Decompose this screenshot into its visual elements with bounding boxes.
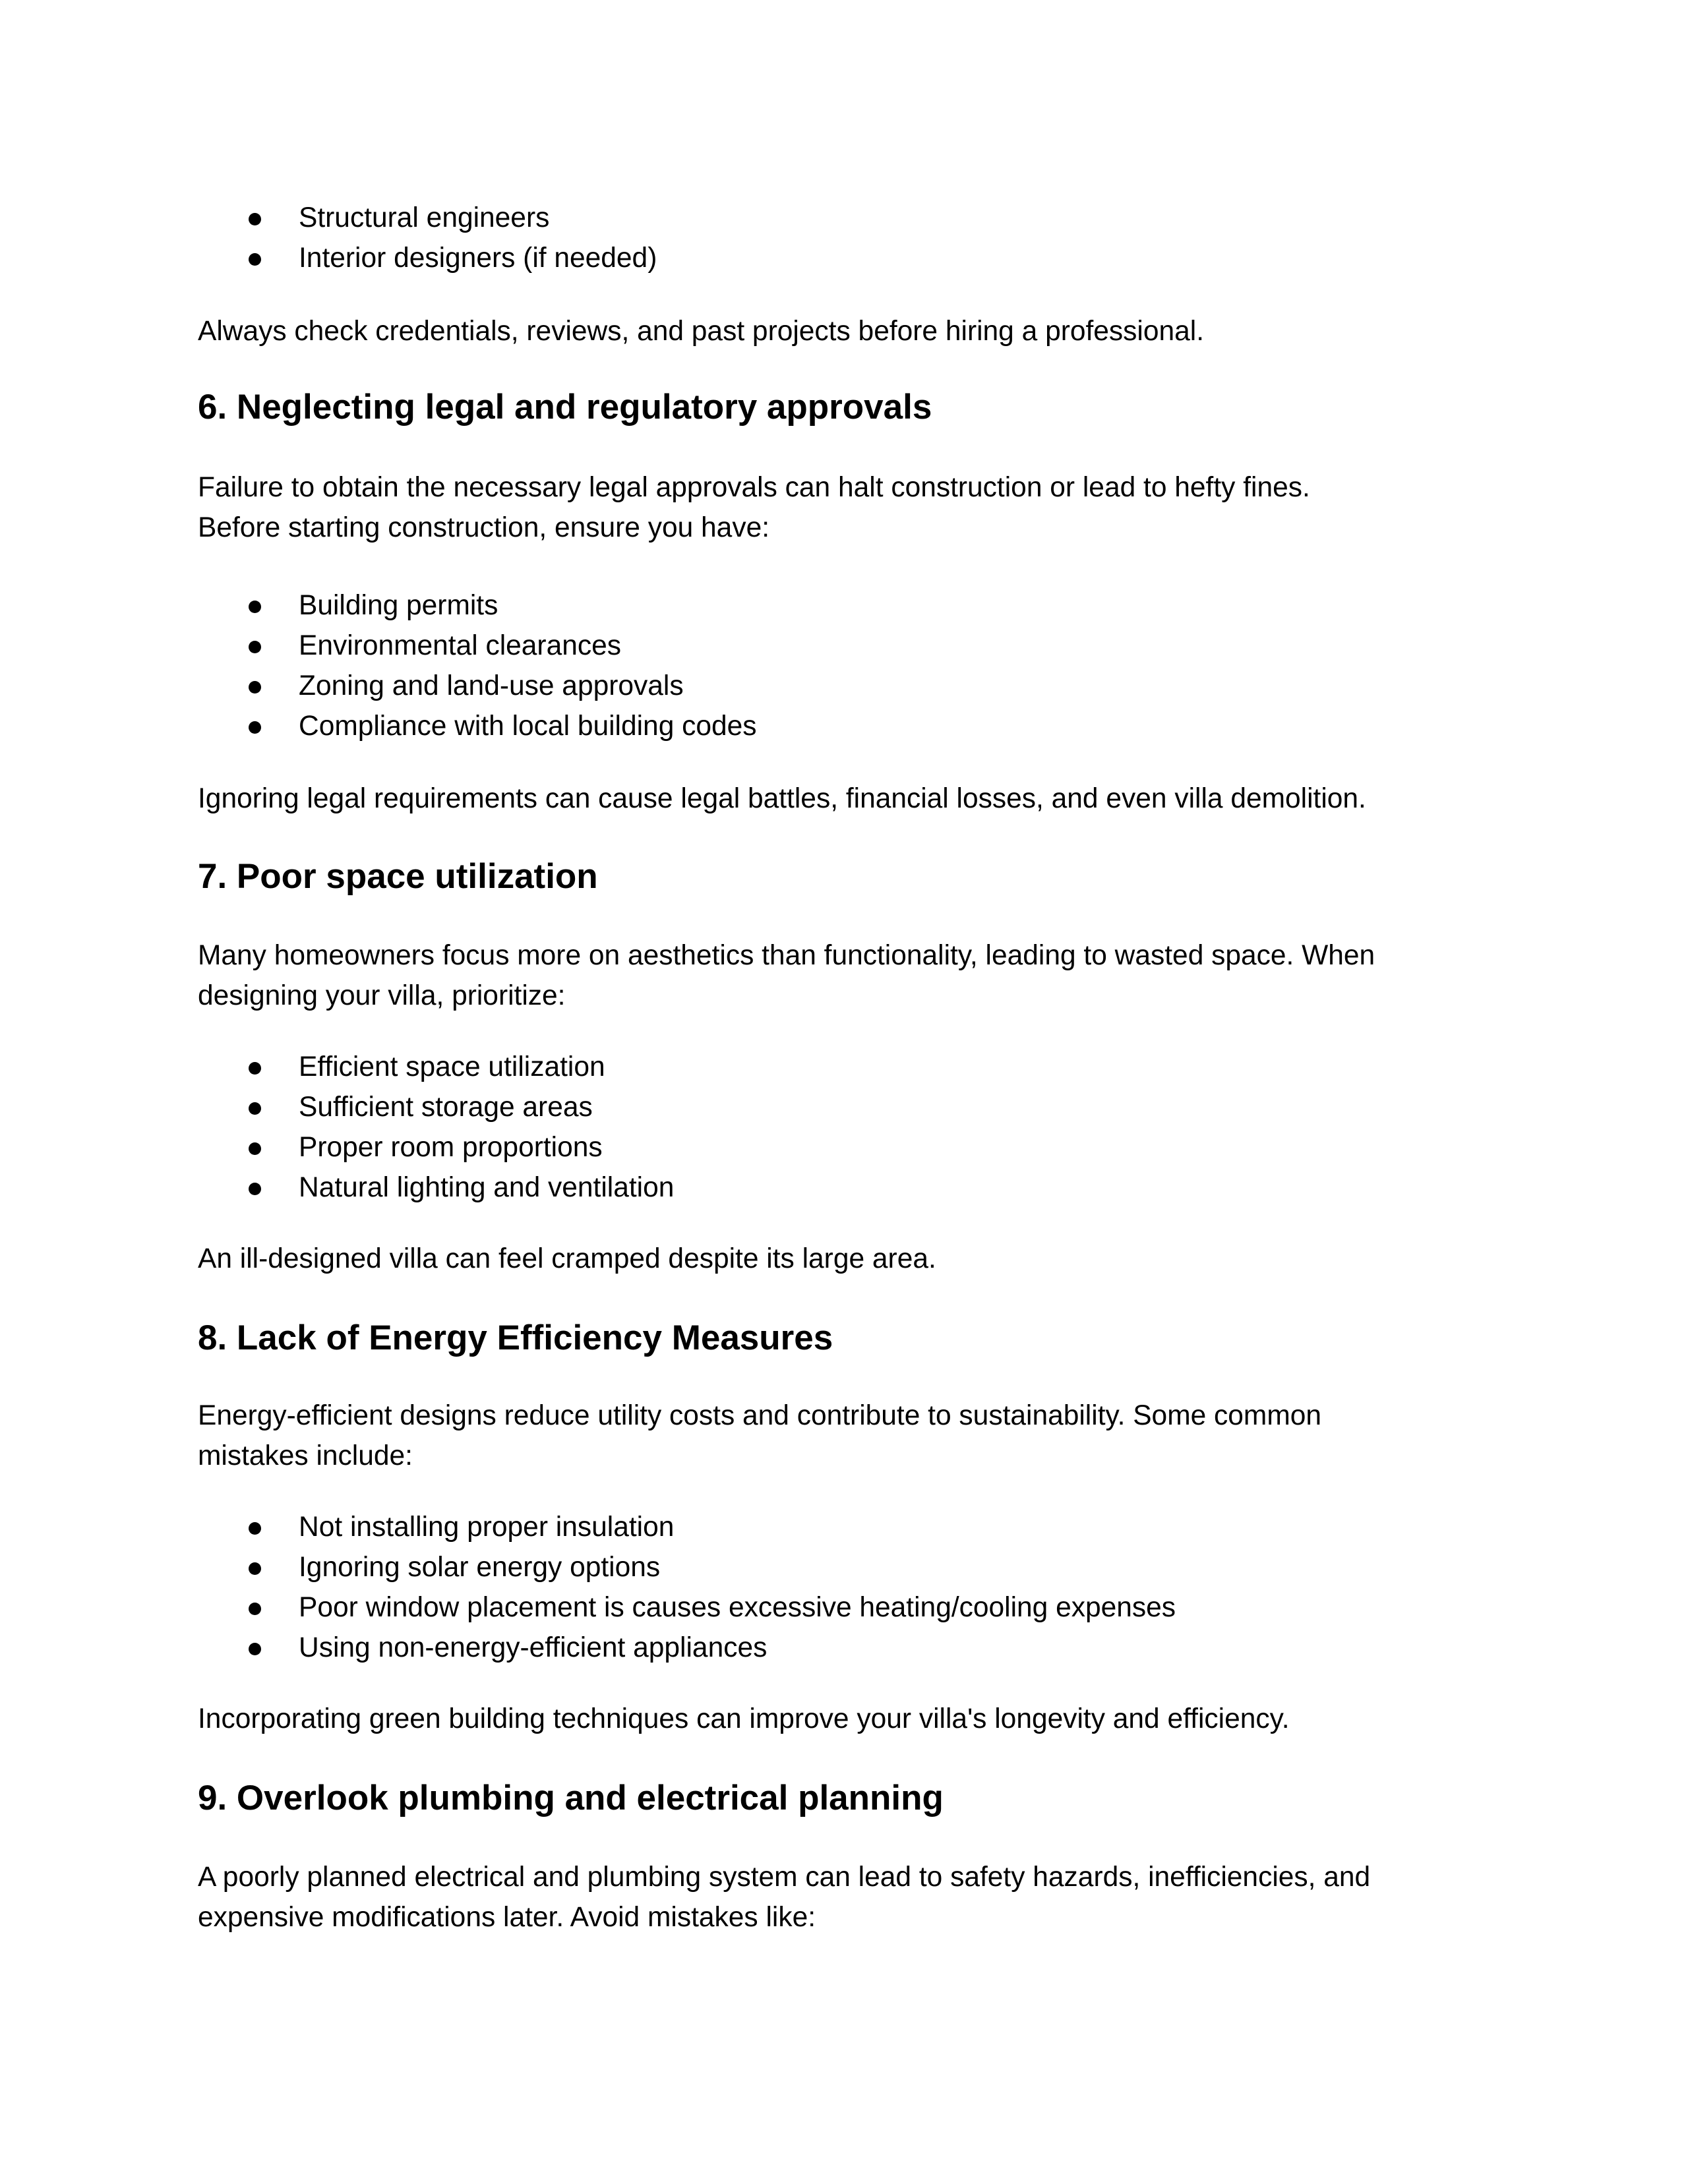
space-priorities-list — [198, 1047, 1503, 1208]
list-item-text: Building permits — [299, 590, 498, 621]
list-item-text: Interior designers (if needed) — [299, 243, 657, 274]
section-intro — [198, 935, 1503, 1016]
list-item-text: Using non-energy-efficient appliances — [299, 1632, 768, 1663]
list-item — [198, 626, 1503, 666]
bullet-icon — [249, 1142, 261, 1155]
bullet-icon — [249, 1603, 261, 1615]
bullet-icon — [249, 601, 261, 613]
section-heading: 6. Neglecting legal and regulatory approvals — [198, 388, 932, 427]
section-conclusion: Incorporating green building techniques can improve your villa's longevity and efficiency. — [198, 1703, 1290, 1734]
list-item — [198, 238, 1503, 278]
list-item — [198, 1547, 1503, 1587]
list-item-text: Structural engineers — [299, 202, 550, 233]
list-item — [198, 1167, 1503, 1208]
list-item — [198, 198, 1503, 238]
energy-mistakes-list — [198, 1507, 1503, 1668]
bullet-icon — [249, 1562, 261, 1575]
list-item — [198, 585, 1503, 626]
section-conclusion: Ignoring legal requirements can cause legal battles, financial losses, and even villa demolition. — [198, 783, 1366, 814]
list-item-text: Efficient space utilization — [299, 1051, 605, 1082]
section-heading: 7. Poor space utilization — [198, 857, 598, 896]
paragraph-line: expensive modifications later. Avoid mistakes like: — [198, 1902, 816, 1933]
list-item-text: Compliance with local building codes — [299, 711, 757, 742]
approvals-list — [198, 585, 1503, 746]
professionals-list — [198, 198, 1503, 278]
paragraph-line: mistakes include: — [198, 1440, 413, 1471]
section-conclusion: An ill-designed villa can feel cramped despite its large area. — [198, 1243, 936, 1274]
paragraph-line: Energy-efficient designs reduce utility costs and contribute to sustainability. Some common — [198, 1400, 1322, 1431]
bullet-icon — [249, 721, 261, 734]
list-item-text: Ignoring solar energy options — [299, 1552, 661, 1583]
bullet-icon — [249, 1522, 261, 1535]
list-item — [198, 1047, 1503, 1087]
bullet-icon — [249, 1102, 261, 1115]
paragraph-line: Failure to obtain the necessary legal approvals can halt construction or lead to hefty fines. — [198, 472, 1310, 503]
section-heading: 9. Overlook plumbing and electrical planning — [198, 1779, 944, 1817]
bullet-icon — [249, 1062, 261, 1075]
list-item-text: Poor window placement is causes excessive heating/cooling expenses — [299, 1592, 1176, 1623]
bullet-icon — [249, 641, 261, 653]
list-item-text: Environmental clearances — [299, 630, 621, 661]
list-item — [198, 706, 1503, 746]
section-intro — [198, 1396, 1503, 1476]
paragraph-line: Before starting construction, ensure you have: — [198, 512, 770, 543]
list-item — [198, 666, 1503, 706]
list-item-text: Sufficient storage areas — [299, 1092, 593, 1123]
section-intro — [198, 1857, 1503, 1937]
list-item-text: Zoning and land-use approvals — [299, 670, 684, 701]
list-item — [198, 1087, 1503, 1127]
list-item-text: Natural lighting and ventilation — [299, 1172, 675, 1203]
list-item — [198, 1127, 1503, 1167]
paragraph-line: designing your villa, prioritize: — [198, 980, 566, 1011]
paragraph-line: A poorly planned electrical and plumbing system can lead to safety hazards, inefficiencies, and — [198, 1862, 1371, 1893]
section-intro — [198, 467, 1503, 548]
paragraph-hiring-note: Always check credentials, reviews, and past projects before hiring a professional. — [198, 316, 1205, 347]
bullet-icon — [249, 681, 261, 694]
bullet-icon — [249, 1643, 261, 1655]
paragraph-line: Many homeowners focus more on aesthetics than functionality, leading to wasted space. When — [198, 940, 1375, 971]
list-item — [198, 1587, 1503, 1628]
list-item-text: Proper room proportions — [299, 1132, 603, 1163]
list-item — [198, 1628, 1503, 1668]
bullet-icon — [249, 253, 261, 266]
list-item-text: Not installing proper insulation — [299, 1512, 675, 1543]
list-item — [198, 1507, 1503, 1547]
section-heading: 8. Lack of Energy Efficiency Measures — [198, 1318, 833, 1357]
bullet-icon — [249, 1183, 261, 1195]
bullet-icon — [249, 213, 261, 225]
